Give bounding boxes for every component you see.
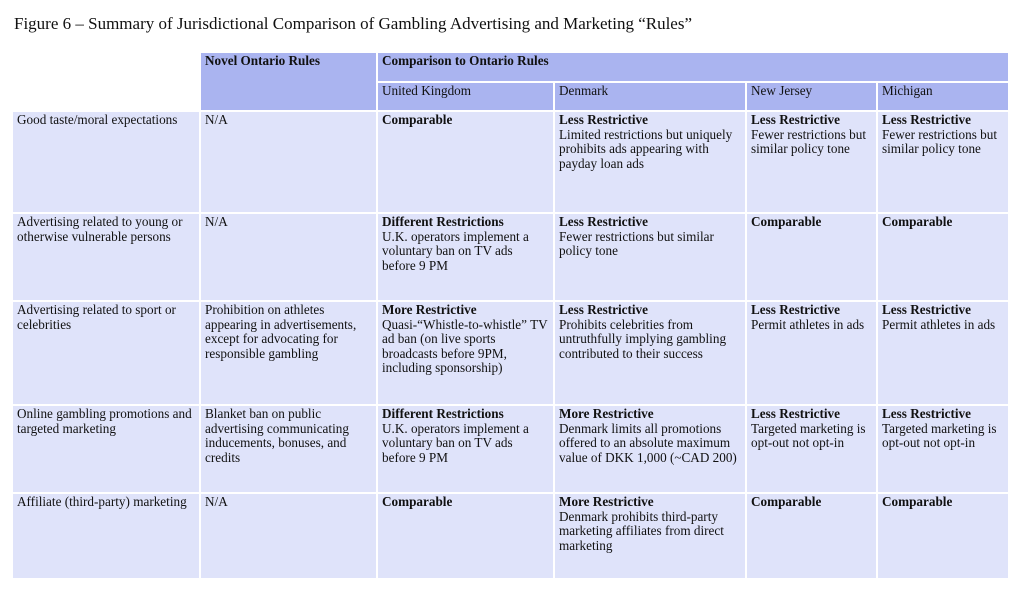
rating-description: Fewer restrictions but similar policy tone (559, 228, 714, 259)
denmark-cell (555, 112, 745, 212)
table-row (13, 406, 1008, 492)
rating-label: Less Restrictive (559, 302, 648, 317)
rating-label: Less Restrictive (751, 112, 840, 127)
row-category: Advertising related to young or otherwise vulnerable persons (13, 214, 199, 300)
row-category: Good taste/moral expectations (13, 112, 199, 212)
table-row (13, 494, 1008, 578)
novel-rule-cell: N/A (201, 214, 376, 300)
michigan-cell (878, 214, 1008, 300)
novel-rule-cell: N/A (201, 494, 376, 578)
new-jersey-cell (747, 406, 876, 492)
rating-description: Denmark limits all promotions offered to an absolute maximum value of DKK 1,000 (~CAD 200) (559, 420, 737, 465)
michigan-cell (878, 494, 1008, 578)
michigan-cell (878, 302, 1008, 404)
rating-description: Permit athletes in ads (882, 316, 996, 332)
michigan-cell (878, 112, 1008, 212)
novel-rule-cell: Blanket ban on public advertising communicating inducements, bonuses, and credits (201, 406, 376, 492)
rating-description: Permit athletes in ads (751, 316, 865, 332)
rating-description: Fewer restrictions but similar policy tone (882, 126, 997, 157)
table-row (13, 214, 1008, 300)
header-novel-ontario-rules: Novel Ontario Rules (201, 53, 376, 110)
rating-label: Less Restrictive (559, 112, 648, 127)
uk-cell (378, 406, 553, 492)
rating-label: Comparable (751, 494, 822, 509)
table-row (13, 302, 1008, 404)
rating-label: More Restrictive (382, 302, 477, 317)
row-category: Advertising related to sport or celebrities (13, 302, 199, 404)
rating-description: Targeted marketing is opt-out not opt-in (751, 420, 866, 451)
denmark-cell (555, 302, 745, 404)
header-new-jersey: New Jersey (747, 83, 876, 110)
header-united-kingdom: United Kingdom (378, 83, 553, 110)
novel-rule-cell: Prohibition on athletes appearing in advertisements, except for advocating for responsible gambling (201, 302, 376, 404)
table-row (13, 112, 1008, 212)
new-jersey-cell (747, 494, 876, 578)
header-comparison: Comparison to Ontario Rules (378, 53, 1008, 81)
rating-description: Denmark prohibits third-party marketing affiliates from direct marketing (559, 508, 724, 553)
rating-description: Targeted marketing is opt-out not opt-in (882, 420, 997, 451)
rating-label: Less Restrictive (559, 214, 648, 229)
michigan-cell (878, 406, 1008, 492)
rating-label: Different Restrictions (382, 214, 504, 229)
header-michigan: Michigan (878, 83, 1008, 110)
uk-cell (378, 112, 553, 212)
row-category: Online gambling promotions and targeted marketing (13, 406, 199, 492)
rating-description: Limited restrictions but uniquely prohibits ads appearing with payday loan ads (559, 126, 733, 171)
rating-label: Less Restrictive (751, 406, 840, 421)
rating-description: U.K. operators implement a voluntary ban on TV ads before 9 PM (382, 228, 529, 273)
rating-label: Different Restrictions (382, 406, 504, 421)
rating-label: Comparable (382, 494, 453, 509)
rating-label: Less Restrictive (882, 302, 971, 317)
rating-label: Comparable (882, 494, 953, 509)
new-jersey-cell (747, 112, 876, 212)
new-jersey-cell (747, 214, 876, 300)
uk-cell (378, 494, 553, 578)
uk-cell (378, 302, 553, 404)
rating-label: Less Restrictive (751, 302, 840, 317)
rating-description: Prohibits celebrities from untruthfully implying gambling contributed to their success (559, 316, 727, 361)
rating-label: Comparable (382, 112, 453, 127)
rating-label: Comparable (882, 214, 953, 229)
figure-title: Figure 6 – Summary of Jurisdictional Comparison of Gambling Advertising and Marketing “Rules” (14, 14, 693, 33)
rating-label: More Restrictive (559, 494, 654, 509)
rating-label: Comparable (751, 214, 822, 229)
comparison-table (11, 51, 1010, 580)
denmark-cell (555, 406, 745, 492)
novel-rule-cell: N/A (201, 112, 376, 212)
rating-description: U.K. operators implement a voluntary ban on TV ads before 9 PM (382, 420, 529, 465)
header-row-top (13, 53, 1008, 81)
denmark-cell (555, 214, 745, 300)
rating-description: Fewer restrictions but similar policy tone (751, 126, 866, 157)
rating-label: More Restrictive (559, 406, 654, 421)
new-jersey-cell (747, 302, 876, 404)
rating-label: Less Restrictive (882, 112, 971, 127)
uk-cell (378, 214, 553, 300)
header-denmark: Denmark (555, 83, 745, 110)
denmark-cell (555, 494, 745, 578)
rating-description: Quasi-“Whistle-to-whistle” TV ad ban (on live sports broadcasts before 9PM, including sponsorship) (382, 316, 548, 376)
row-category: Affiliate (third-party) marketing (13, 494, 199, 578)
rating-label: Less Restrictive (882, 406, 971, 421)
corner-cell (13, 53, 199, 110)
